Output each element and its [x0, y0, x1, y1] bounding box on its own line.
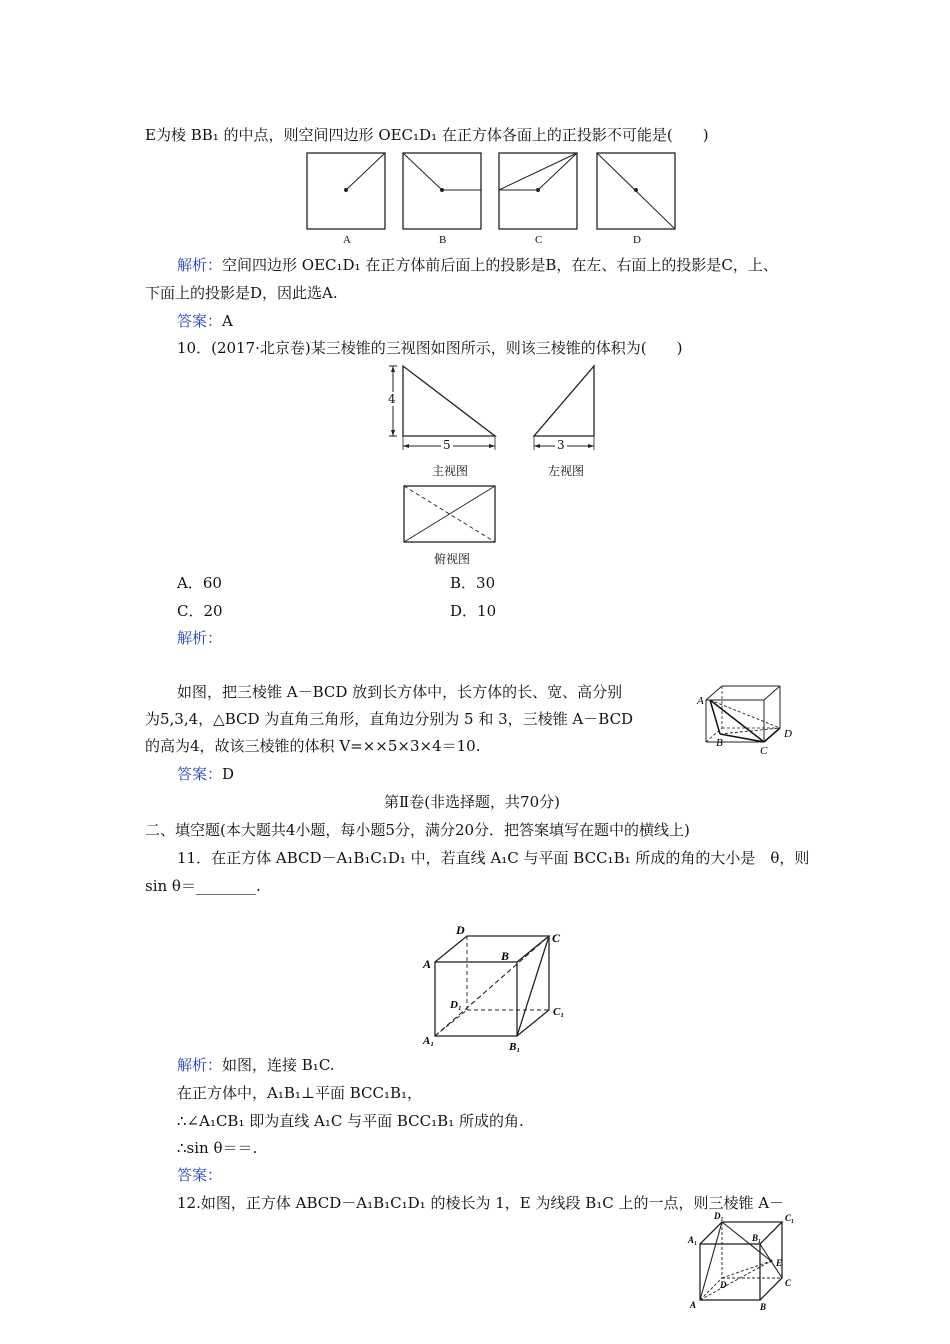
q11-stem-line1: 11．在正方体 ABCD－A₁B₁C₁D₁ 中，若直线 A₁C 与平面 BCC₁B₁ 所成的角的大小是 θ，则 — [177, 849, 810, 867]
q11-cube-figure — [420, 924, 570, 1052]
q11-cube-label-b1: B₁ — [509, 1041, 521, 1053]
q12-cube-label-c1: C₁ — [785, 1213, 795, 1223]
q9-option-a-figure — [306, 152, 388, 232]
q9-analysis-line1 — [177, 254, 778, 275]
q10-dim-front-width: 5 — [443, 438, 451, 452]
q10-analysis-label: 解析： — [177, 629, 223, 647]
q11-stem-line2: sin θ＝________. — [145, 877, 261, 895]
q10-top-view-caption: 俯视图 — [434, 552, 471, 566]
q10-front-view-caption: 主视图 — [432, 464, 469, 478]
q9-answer-value: A — [222, 312, 233, 330]
q11-analysis-line2: 在正方体中，A₁B₁⊥平面 BCC₁B₁， — [177, 1084, 423, 1102]
q9-analysis-label: 解析： — [177, 256, 223, 274]
q11-cube-label-a: A — [423, 957, 432, 971]
q9-option-c-figure — [498, 152, 580, 232]
q10-choice-d: D．10 — [450, 602, 497, 620]
q10-answer — [177, 763, 234, 784]
q11-cube-label-b: B — [501, 949, 510, 963]
q10-stem: 10．(2017·北京卷)某三棱锥的三视图如图所示，则该三棱锥的体积为( ) — [177, 339, 683, 357]
q9-analysis-text1: 空间四边形 OEC₁D₁ 在正方体前后面上的投影是B，在左、右面上的投影是C，上、 — [222, 256, 778, 274]
section2-title: 第Ⅱ卷(非选择题，共70分) — [384, 793, 560, 811]
q10-box-label-d: D — [784, 728, 792, 740]
q12-cube-label-a1: A₁ — [688, 1235, 698, 1245]
q10-box-figure — [697, 682, 800, 757]
q11-cube-label-c1: C₁ — [553, 1006, 565, 1018]
q11-analysis-label: 解析： — [177, 1056, 223, 1074]
q10-box-label-a: A — [697, 695, 704, 707]
q9-answer — [177, 310, 233, 331]
q11-cube-label-a1: A₁ — [423, 1035, 435, 1047]
q11-analysis-line1 — [177, 1054, 335, 1075]
q10-box-label-b: B — [716, 737, 723, 749]
q11-analysis-line3: ∴∠A₁CB₁ 即为直线 A₁C 与平面 BCC₁B₁ 所成的角. — [177, 1112, 524, 1130]
q12-cube-label-d: D — [720, 1280, 727, 1290]
section2-instruction: 二、填空题(本大题共4小题，每小题5分，满分20分．把答案填写在题中的横线上) — [145, 821, 690, 839]
q12-cube-label-d1: D₁ — [714, 1211, 724, 1221]
q9-analysis-line2: 下面上的投影是D，因此选A. — [145, 284, 338, 302]
q10-choice-c: C．20 — [177, 602, 223, 620]
q10-dim-left-width: 3 — [557, 438, 565, 452]
q11-cube-label-c: C — [552, 931, 561, 945]
q12-cube-label-c: C — [785, 1278, 792, 1288]
q10-left-view — [530, 360, 610, 460]
q9-option-c-label: C — [535, 234, 543, 246]
q11-analysis-text1: 如图，连接 B₁C. — [222, 1056, 335, 1074]
q12-cube-label-b: B — [760, 1302, 767, 1312]
q10-choice-b: B．30 — [450, 574, 496, 592]
q9-option-d-figure — [596, 152, 678, 232]
q9-stem: E为棱 BB₁ 的中点，则空间四边形 OEC₁D₁ 在正方体各面上的正投影不可能是( ) — [145, 126, 709, 144]
q11-cube-label-d: D — [456, 923, 465, 937]
q9-option-a-label: A — [343, 234, 351, 246]
q9-option-d-label: D — [633, 234, 641, 246]
q9-option-b-figure — [402, 152, 484, 232]
q11-cube-label-d1: D₁ — [450, 999, 462, 1011]
q10-explain-line2: 为5,3,4，△BCD 为直角三角形，直角边分别为 5 和 3，三棱锥 A－BCD — [145, 710, 634, 728]
q10-answer-label: 答案： — [177, 765, 223, 783]
q12-stem: 12.如图，正方体 ABCD－A₁B₁C₁D₁ 的棱长为 1，E 为线段 B₁C 上的一点，则三棱锥 A－ — [177, 1194, 785, 1212]
q9-option-b-label: B — [439, 234, 447, 246]
q10-left-view-caption: 左视图 — [548, 464, 585, 478]
q10-explain-line1: 如图，把三棱锥 A－BCD 放到长方体中，长方体的长、宽、高分别 — [177, 683, 623, 701]
q10-choice-a: A．60 — [177, 574, 222, 592]
q11-answer-label: 答案： — [177, 1166, 223, 1184]
q12-cube-label-b1: B₁ — [752, 1233, 762, 1243]
q10-dim-height: 4 — [388, 392, 396, 406]
q12-cube-figure — [686, 1210, 806, 1314]
q10-explain-line3: 的高为4，故该三棱锥的体积 V=××5×3×4＝10. — [145, 737, 481, 755]
q10-answer-value: D — [222, 765, 235, 783]
q11-analysis-line4: ∴sin θ＝＝. — [177, 1139, 258, 1157]
q12-cube-label-a: A — [690, 1300, 697, 1310]
q9-answer-label: 答案： — [177, 312, 223, 330]
q12-cube-label-e: E — [776, 1258, 783, 1268]
q10-box-label-c: C — [760, 745, 768, 757]
q10-top-view — [402, 484, 498, 546]
